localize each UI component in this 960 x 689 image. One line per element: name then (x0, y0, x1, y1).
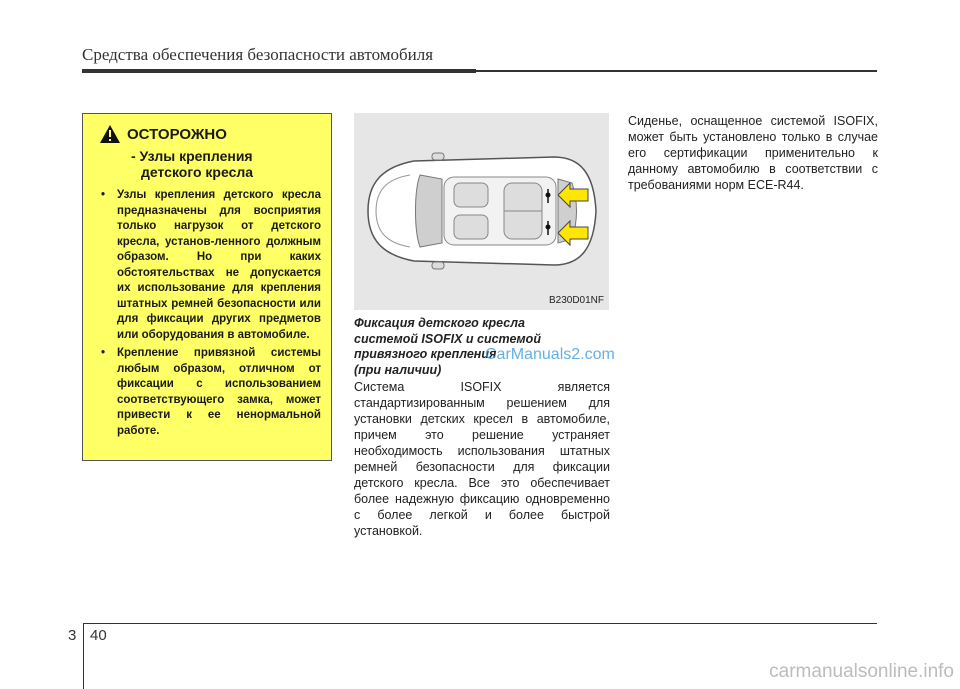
warning-triangle-icon (99, 124, 121, 144)
right-column-paragraph: Сиденье, оснащенное системой ISOFIX, может быть установлено только в случае его сертификации применительно к данному автомобилю в соответствии с требованиями норм ECE-R44. (628, 114, 878, 192)
isofix-car-figure (354, 113, 609, 310)
warning-subtitle-cont: детского кресла (141, 164, 254, 180)
warning-title: ОСТОРОЖНО (127, 125, 227, 143)
warning-list (93, 188, 321, 439)
warning-subtitle: - Узлы крепления (131, 148, 253, 164)
caption-line: системой ISOFIX и системой (354, 331, 541, 346)
header-rule-thick (82, 69, 476, 73)
page-number: 40 (90, 627, 107, 644)
chapter-number: 3 (68, 627, 77, 644)
caption-line: (при наличии) (354, 362, 442, 377)
warning-item-text: Крепление привязной системы любым образом, отличном от фиксации с использованием соответствующего замка, может привести к ее ненормальной работе. (117, 347, 321, 437)
warning-item (93, 346, 321, 439)
footer-watermark: carmanualsonline.info (769, 661, 954, 682)
footer-rule-vertical (83, 623, 84, 689)
caption-line: привязного крепления (354, 347, 497, 361)
figure-code: B230D01NF (548, 295, 604, 306)
header-rule-thin (476, 70, 877, 72)
body-paragraph: Система ISOFIX является стандартизированным решением для установки детских кресел в автомобиле, причем это решение устраняет необходимость использования штатных ремней безопасности для фиксации детского кресла. Все это обеспечивает более надежную фиксацию одновременно с более легкой и более быстрой установкой. (354, 380, 610, 538)
page-header-title: Средства обеспечения безопасности автомобиля (82, 45, 434, 64)
warning-box (82, 113, 332, 461)
watermark-text: CarManuals2.com (485, 346, 615, 363)
car-top-view-illustration (354, 113, 609, 310)
bullet: • (101, 189, 106, 201)
footer-rule-horizontal (83, 623, 877, 624)
bullet: • (101, 347, 106, 359)
warning-header (99, 124, 321, 144)
caption-line: Фиксация детского кресла (354, 316, 525, 330)
warning-item (93, 188, 321, 343)
warning-item-text: Узлы крепления детского кресла предназначены для восприятия только нагрузок от детского кресла, установ-ленного должным образом. Но при каких обстоятельствах не допускается их использование для крепления штатных ремней безопасности или для фиксации других предметов или оборудования в автомобиле. (117, 189, 321, 341)
